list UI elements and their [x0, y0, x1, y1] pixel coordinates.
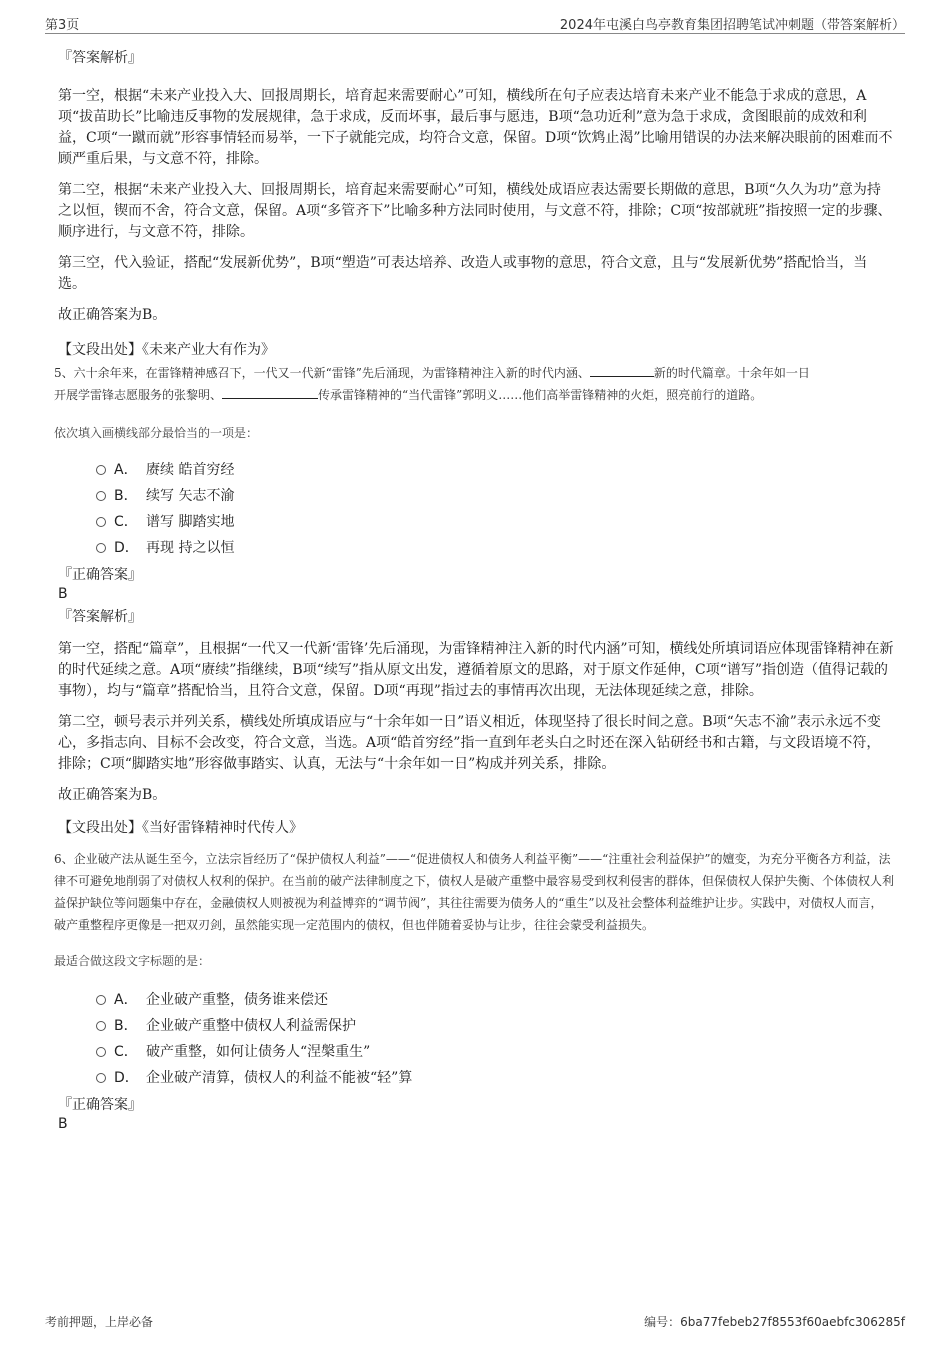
question-text: 6、企业破产法从诞生至今，立法宗旨经历了“保护债权人利益”——“促进债权人和债务人利益平衡”——“注重社会利益保护”的嬗变，为充分平衡各方利益，法律不可避免地削弱了对债权人权利的保护。在当前的破产法律制度之下，债权人是破产重整中最容易受到权利侵害的群体，但保债权人保护失衡、个体债权人利益保护缺位等问题集中存在，金融债权人则被视为利益博弈的“调节阀”，其往往需要为债务人的“重生”以及社会整体利益维护让步。实践中，对债权人而言，破产重整程序更像是一把双刃剑，虽然能实现一定范围内的债权，但也伴随着妥协与让步，往往会蒙受利益损失。 — [54, 852, 895, 932]
options-list — [58, 457, 894, 561]
question-prompt: 依次填入画横线部分最恰当的一项是： — [54, 426, 259, 440]
option-text: 企业破产重整中债权人利益需保护 — [146, 1018, 356, 1034]
document-title: 2024年屯溪白鸟亭教育集团招聘笔试冲刺题（带答案解析） — [559, 18, 905, 33]
question-prompt: 最适合做这段文字标题的是： — [54, 954, 211, 968]
option-key: C． — [114, 1044, 138, 1060]
option-text: 企业破产重整，债务谁来偿还 — [146, 992, 328, 1008]
option-key: A． — [114, 462, 138, 478]
question-text-part: 新的时代篇章。十余年如一日 — [653, 366, 810, 380]
option-text: 谱写 脚踏实地 — [146, 514, 235, 530]
option-b[interactable] — [58, 483, 894, 509]
option-text: 破产重整，如何让债务人“涅槃重生” — [146, 1044, 371, 1060]
radio-button[interactable] — [96, 995, 106, 1005]
analysis-conclusion: 故正确答案为B。 — [58, 787, 167, 803]
analysis-label: 『答案解析』 — [58, 50, 142, 66]
option-key: B． — [114, 488, 138, 504]
question-text — [54, 362, 894, 406]
document-id: 编号：6ba77febeb27f8553f60aebfc306285f — [644, 1315, 905, 1329]
correct-answer: B — [58, 1116, 68, 1132]
option-key: B． — [114, 1018, 138, 1034]
analysis-paragraph: 第一空，搭配“篇章”，且根据“一代又一代新‘雷锋’先后涌现，为雷锋精神注入新的时代内涵”可知，横线处所填词语应体现雷锋精神在新的时代延续之意。A项“赓续”指继续，B项“续写”指从原文出发，遵循着原文的思路，对于原文作延伸，C项“谱写”指创造（值得记载的事物），均与“篇章”搭配恰当，且符合文意，保留。D项“再现”指过去的事情再次出现，无法体现延续之意，排除。 — [58, 641, 894, 699]
question-text-part: 5、六十余年来，在雷锋精神感召下，一代又一代新“雷锋”先后涌现，为雷锋精神注入新的时代内涵、 — [54, 366, 590, 380]
analysis-paragraph: 第二空，顿号表示并列关系，横线处所填成语应与“十余年如一日”语义相近，体现坚持了很长时间之意。B项“矢志不渝”表示永远不变心，多指志向、目标不会改变，符合文意，当选。A项“皓首穷经”指一直到年老头白之时还在深入钻研经书和古籍，与文段语境不符，排除；C项“脚踏实地”形容做事踏实、认真，无法与“十余年如一日”构成并列关系，排除。 — [58, 714, 881, 772]
source-citation: 【文段出处】《未来产业大有作为》 — [58, 342, 275, 358]
analysis-paragraph: 第三空，代入验证，搭配“发展新优势”，B项“塑造”可表达培养、改造人或事物的意思，符合文意，且与“发展新优势”搭配恰当，当选。 — [58, 255, 868, 292]
question-text-part: 开展学雷锋志愿服务的张黎明、 — [54, 388, 223, 402]
page-number: 第3页 — [45, 18, 80, 33]
question-5 — [54, 362, 894, 838]
analysis-paragraph: 第二空，根据“未来产业投入大、回报周期长，培育起来需要耐心”可知，横线处成语应表达需要长期做的意思，B项“久久为功”意为持之以恒，锲而不舍，符合文意，保留。A项“多管齐下”比喻多种方法同时使用，与文意不符，排除；C项“按部就班”指按照一定的步骤、顺序进行，与文意不符，排除。 — [58, 182, 892, 240]
option-text: 赓续 皓首穷经 — [146, 462, 235, 478]
question-text-part: 传承雷锋精神的“当代雷锋”郭明义……他们高举雷锋精神的火炬，照亮前行的道路。 — [318, 388, 763, 402]
option-text: 再现 持之以恒 — [146, 540, 235, 556]
document-body — [54, 40, 895, 1133]
question-6 — [54, 848, 895, 1133]
fill-blank — [590, 364, 654, 377]
option-c[interactable] — [58, 509, 894, 535]
option-text: 续写 矢志不渝 — [146, 488, 235, 504]
option-key: D． — [114, 540, 139, 556]
radio-button[interactable] — [96, 465, 106, 475]
page-header — [45, 13, 905, 34]
option-c[interactable] — [58, 1039, 894, 1065]
option-key: D． — [114, 1070, 139, 1086]
fill-blank — [222, 386, 318, 399]
option-key: A． — [114, 992, 138, 1008]
radio-button[interactable] — [96, 491, 106, 501]
source-citation: 【文段出处】《当好雷锋精神时代传人》 — [58, 820, 303, 836]
option-key: C． — [114, 514, 138, 530]
correct-answer: B — [58, 586, 68, 602]
footer-slogan: 考前押题，上岸必备 — [45, 1315, 154, 1329]
options-list — [58, 987, 894, 1091]
option-d[interactable] — [58, 1065, 894, 1091]
radio-button[interactable] — [96, 1073, 106, 1083]
radio-button[interactable] — [96, 1021, 106, 1031]
radio-button[interactable] — [96, 543, 106, 553]
analysis-label: 『答案解析』 — [58, 609, 142, 625]
radio-button[interactable] — [96, 1047, 106, 1057]
analysis-paragraph: 第一空，根据“未来产业投入大、回报周期长，培育起来需要耐心”可知，横线所在句子应表达培育未来产业不能急于求成的意思，A项“拔苗助长”比喻违反事物的发展规律，急于求成，反而坏事，最后事与愿违，B项“急功近利”意为急于求成，贪图眼前的成效和利益，C项“一蹴而就”形容事情轻而易举，一下子就能完成，均符合文意，保留。D项“饮鸩止渴”比喻用错误的办法来解决眼前的困难而不顾严重后果，与文意不符，排除。 — [58, 88, 893, 167]
option-text: 企业破产清算，债权人的利益不能被“轻”算 — [146, 1070, 413, 1086]
option-b[interactable] — [58, 1013, 894, 1039]
correct-answer-label: 『正确答案』 — [58, 1097, 142, 1113]
option-d[interactable] — [58, 535, 894, 561]
correct-answer-label: 『正确答案』 — [58, 567, 142, 583]
option-a[interactable] — [58, 987, 894, 1013]
radio-button[interactable] — [96, 517, 106, 527]
analysis-conclusion: 故正确答案为B。 — [58, 307, 167, 323]
option-a[interactable] — [58, 457, 894, 483]
